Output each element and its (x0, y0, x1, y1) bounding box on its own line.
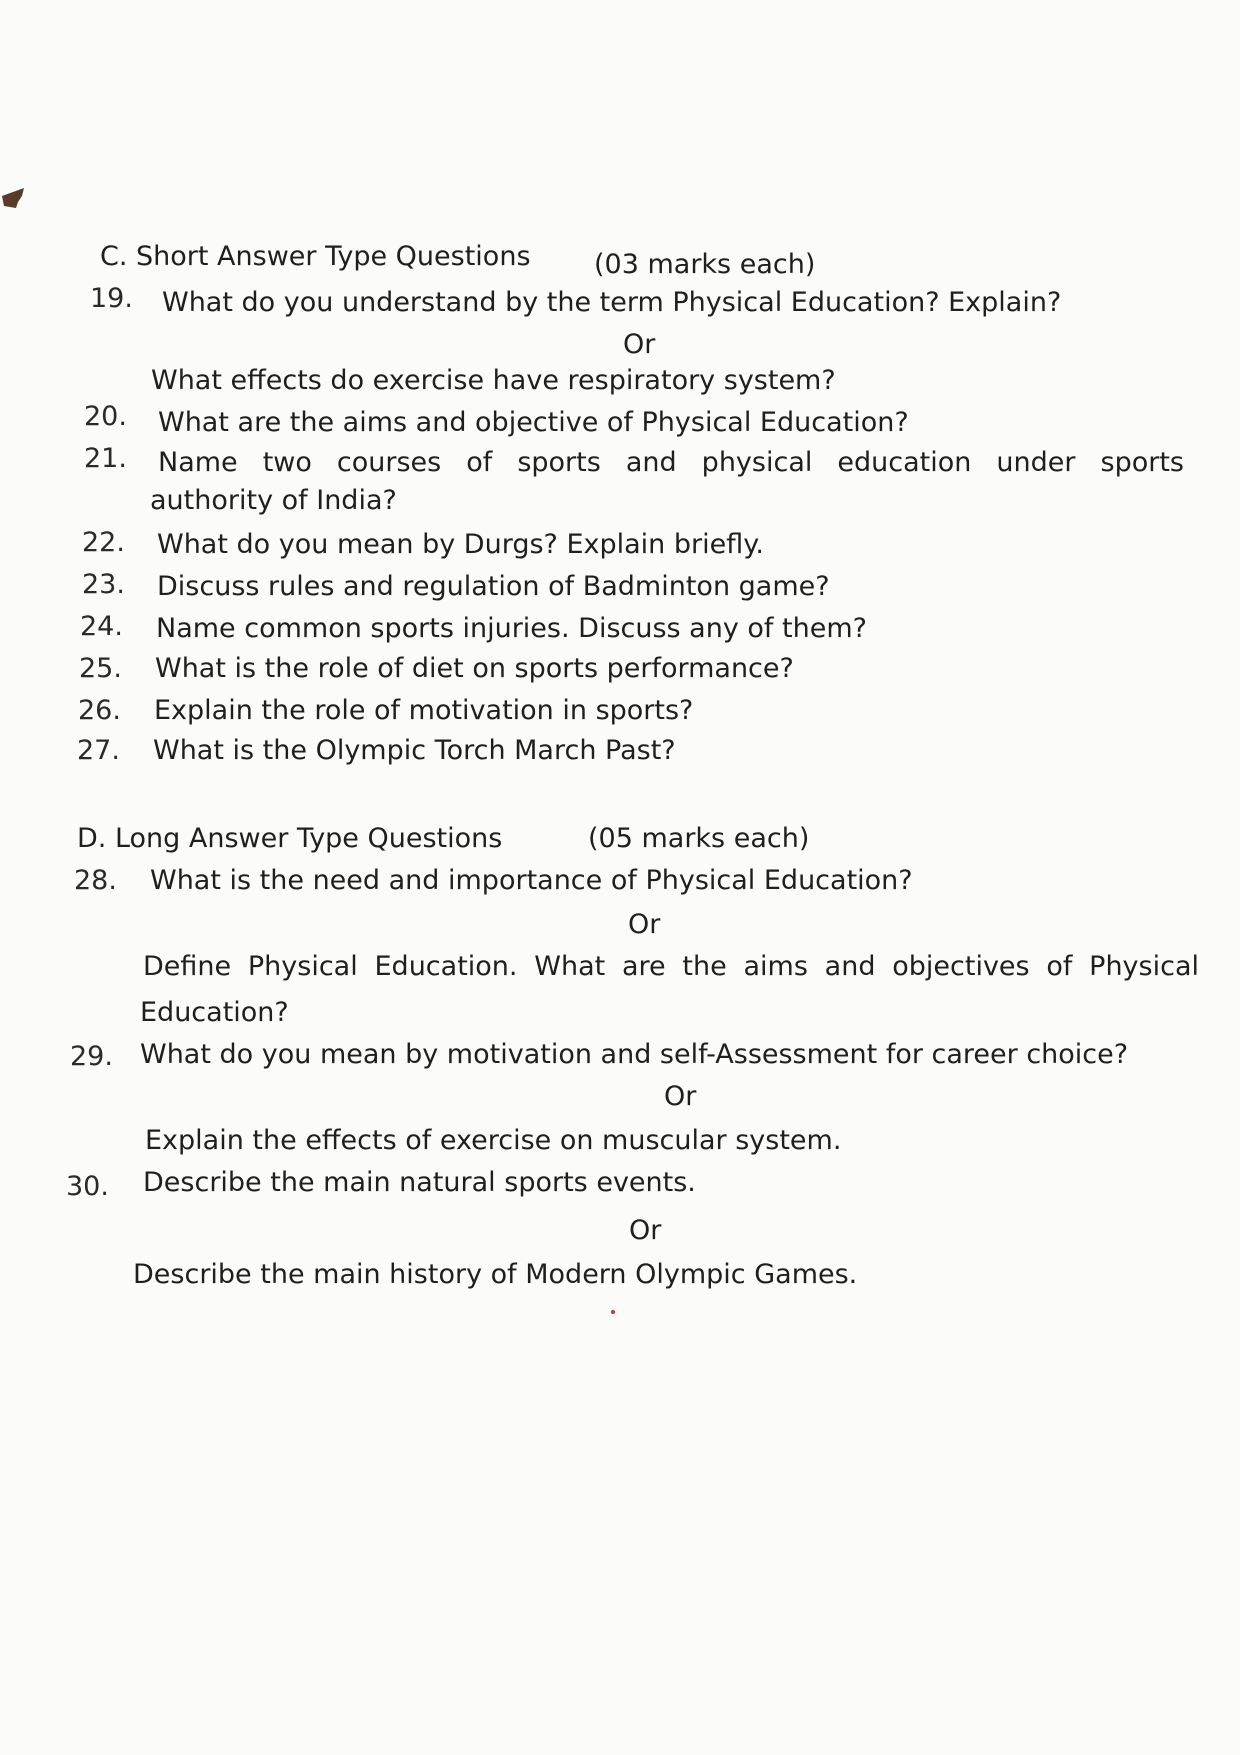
q21-text-line1: Name two courses of sports and physical education under sports (158, 447, 1184, 478)
q30-alt-text: Describe the main history of Modern Olympic Games. (133, 1259, 858, 1290)
q29-number: 29. (70, 1041, 113, 1072)
section-d-marks: (05 marks each) (588, 823, 810, 854)
q27-text: What is the Olympic Torch March Past? (153, 735, 676, 766)
q22-text: What do you mean by Durgs? Explain briefly. (157, 529, 764, 560)
q26-text: Explain the role of motivation in sports? (154, 695, 694, 726)
q25-text: What is the role of diet on sports performance? (155, 653, 794, 684)
q29-alt-text: Explain the effects of exercise on muscular system. (145, 1125, 842, 1156)
q20-number: 20. (84, 401, 127, 432)
q28-or: Or (628, 909, 661, 940)
q30-text: Describe the main natural sports events. (143, 1167, 696, 1198)
ink-dot (611, 1310, 615, 1314)
q19-number: 19. (90, 283, 133, 314)
section-d-heading: D. Long Answer Type Questions (77, 823, 503, 854)
q23-text: Discuss rules and regulation of Badminton game? (157, 571, 830, 602)
q26-number: 26. (78, 695, 121, 726)
q27-number: 27. (77, 735, 120, 766)
q28-number: 28. (74, 865, 117, 896)
q22-number: 22. (82, 527, 125, 558)
q24-text: Name common sports injuries. Discuss any of them? (156, 613, 867, 644)
q30-number: 30. (66, 1171, 109, 1202)
q19-or: Or (623, 329, 656, 360)
q19-alt-text: What effects do exercise have respiratory system? (151, 365, 836, 396)
margin-mark (0, 186, 28, 232)
section-c-heading: C. Short Answer Type Questions (100, 241, 531, 272)
q21-text-line2: authority of India? (150, 485, 397, 516)
q28-alt-line2: Education? (140, 997, 289, 1028)
q20-text: What are the aims and objective of Physical Education? (158, 407, 909, 438)
q19-text: What do you understand by the term Physical Education? Explain? (162, 287, 1062, 318)
q25-number: 25. (79, 653, 122, 684)
q28-text: What is the need and importance of Physical Education? (150, 865, 913, 896)
q23-number: 23. (82, 569, 125, 600)
q29-or: Or (664, 1081, 697, 1112)
q29-text: What do you mean by motivation and self-Assessment for career choice? (140, 1039, 1129, 1070)
q30-or: Or (629, 1215, 662, 1246)
q28-alt-line1: Define Physical Education. What are the aims and objectives of Physical (143, 951, 1199, 982)
q24-number: 24. (80, 611, 123, 642)
q21-number: 21. (84, 443, 127, 474)
section-c-marks: (03 marks each) (594, 249, 816, 280)
